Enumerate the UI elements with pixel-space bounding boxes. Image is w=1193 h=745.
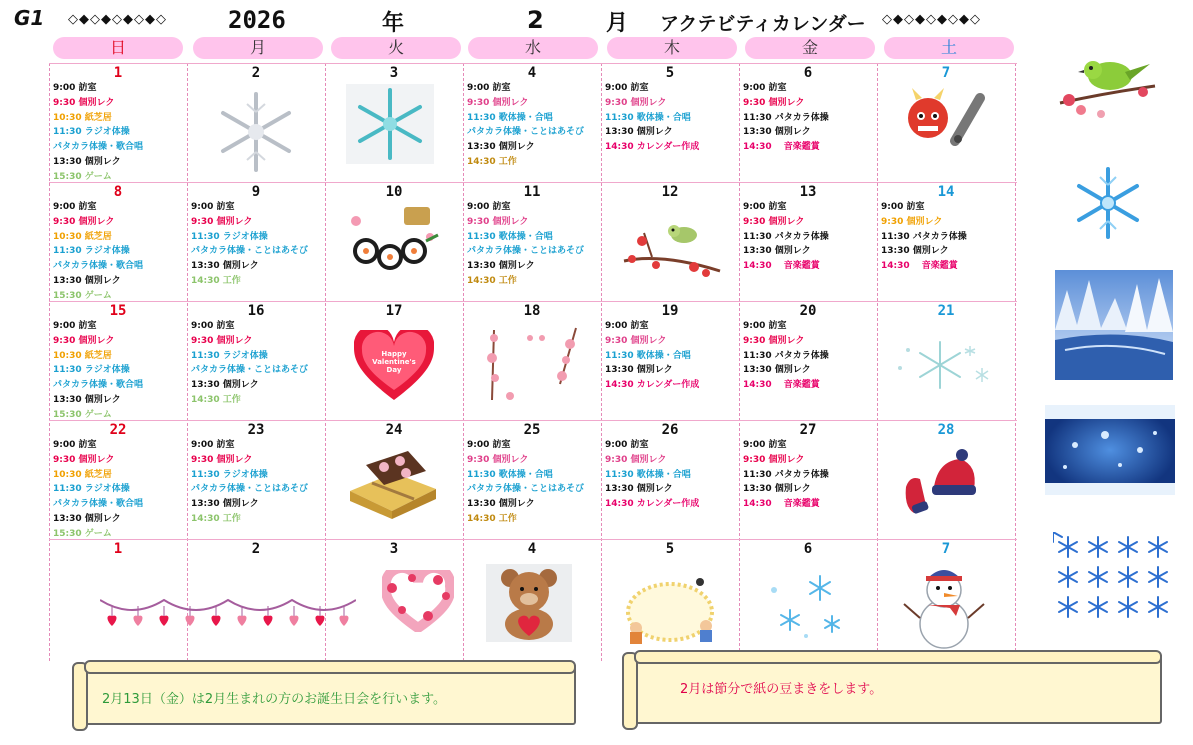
event-item: 13:30 個別レク [743, 246, 811, 257]
event-item: 13:30 個別レク [605, 365, 673, 376]
day-number: 24 [385, 422, 403, 438]
event-item: 11:30 ラジオ体操 [53, 246, 130, 257]
event-item: 9:30 個別レク [53, 335, 115, 346]
event-item: 13:30 個別レク [191, 261, 259, 272]
event-item: 9:00 訪室 [605, 440, 649, 450]
day-cell [740, 64, 876, 182]
event-item: 9:00 訪室 [743, 83, 787, 93]
event-item: 13:30 個別レク [743, 127, 811, 138]
day-number: 8 [113, 184, 123, 200]
day-cell [326, 64, 462, 182]
event-item: 14:30 音楽鑑賞 [881, 261, 958, 272]
event-item: 13:30 個別レク [191, 380, 259, 391]
event-item: 9:00 訪室 [743, 440, 787, 450]
day-number: 2 [251, 65, 261, 81]
event-item: 9:30 個別レク [605, 335, 667, 346]
day-number: 6 [803, 541, 813, 557]
day-cell [740, 421, 876, 539]
event-item: 11:30 歌体操・合唱 [605, 112, 691, 123]
day-cell [50, 421, 186, 539]
event-item: 11:30 歌体操・合唱 [467, 231, 553, 242]
day-cell [188, 183, 324, 301]
day-cell [878, 302, 1014, 420]
event-item: 13:30 個別レク [53, 275, 121, 286]
event-list [743, 200, 874, 274]
birthday-notice-text: 2月13日（金）は2月生まれの方のお誕生日会を行います。 [102, 692, 447, 707]
event-list [467, 438, 598, 527]
weekday-wednesday: 水 [468, 37, 598, 59]
event-item: 9:00 訪室 [53, 202, 97, 212]
event-list [881, 200, 1012, 274]
day-number: 28 [937, 422, 955, 438]
event-item: 13:30 個別レク [467, 142, 535, 153]
event-item: 9:00 訪室 [191, 440, 235, 450]
day-number: 12 [661, 184, 679, 200]
snow-crystals-icon [890, 332, 1000, 406]
day-cell [740, 302, 876, 420]
day-cell [50, 64, 186, 182]
day-cell [188, 302, 324, 420]
header-month-unit: 月 [606, 11, 629, 36]
day-cell [602, 540, 738, 658]
event-item: 11:30 ラジオ体操 [191, 231, 268, 242]
event-item: 9:30 個別レク [605, 97, 667, 108]
day-cell [50, 183, 186, 301]
day-number: 27 [799, 422, 817, 438]
event-list [53, 438, 184, 542]
weekday-monday: 月 [193, 37, 323, 59]
event-item: 14:30 カレンダー作成 [605, 142, 700, 153]
event-item: 9:00 訪室 [881, 202, 925, 212]
day-cell [326, 183, 462, 301]
snowman-icon [902, 558, 986, 654]
event-item: 11:30 パタカラ体操 [743, 231, 829, 242]
weekday-tuesday: 火 [331, 37, 461, 59]
day-cell [326, 302, 462, 420]
day-number: 26 [661, 422, 679, 438]
day-number: 11 [523, 184, 541, 200]
winter-hat-mitten-icon [902, 447, 982, 523]
event-list [467, 81, 598, 170]
setsubun-notice-banner [626, 656, 1162, 724]
event-item: パタカラ体操・ことはあそび [191, 246, 309, 257]
frame-kids-icon [622, 574, 718, 650]
event-item: パタカラ体操・歌合唱 [53, 380, 144, 391]
event-item: 11:30 パタカラ体操 [743, 469, 829, 480]
day-cell [878, 183, 1014, 301]
day-cell [50, 302, 186, 420]
event-item: 9:30 個別レク [743, 216, 805, 227]
event-item: 14:30 工作 [467, 156, 517, 167]
group-label: G1 [14, 6, 45, 30]
plum-blossom-icon [480, 324, 580, 408]
event-item: 9:30 個別レク [881, 216, 943, 227]
day-number: 20 [799, 303, 817, 319]
event-item: 14:30 音楽鑑賞 [743, 142, 820, 153]
day-cell [602, 421, 738, 539]
event-item: 9:30 個別レク [53, 97, 115, 108]
day-cell [464, 540, 600, 658]
event-item: 9:00 訪室 [467, 440, 511, 450]
day-number: 1 [113, 541, 123, 557]
day-number: 9 [251, 184, 261, 200]
snowflakes-blue-icon [762, 570, 850, 646]
event-item: 11:30 歌体操・合唱 [605, 350, 691, 361]
winter-landscape-icon [1055, 270, 1173, 380]
event-item: 14:30 カレンダー作成 [605, 499, 700, 510]
teddy-bear-icon [486, 564, 572, 646]
event-item: パタカラ体操・歌合唱 [53, 261, 144, 272]
day-cell [464, 302, 600, 420]
day-number: 22 [109, 422, 127, 438]
day-number: 4 [527, 65, 537, 81]
event-item: パタカラ体操・ことはあそび [467, 127, 585, 138]
event-item: 15:30 ゲーム [53, 171, 112, 182]
event-list [605, 81, 736, 155]
event-item: パタカラ体操・ことはあそび [191, 365, 309, 376]
day-cell [878, 540, 1014, 658]
bird-plum-icon [1055, 48, 1160, 123]
snow-frame-icon [1045, 405, 1175, 495]
day-number: 7 [941, 65, 951, 81]
event-item: 9:30 個別レク [53, 216, 115, 227]
event-item: 11:30 ラジオ体操 [191, 350, 268, 361]
event-item: 9:00 訪室 [53, 440, 97, 450]
header-year-unit: 年 [382, 11, 405, 36]
day-cell [188, 421, 324, 539]
event-list [605, 319, 736, 393]
event-item: パタカラ体操・ことはあそび [191, 484, 309, 495]
event-item: 15:30 ゲーム [53, 409, 112, 420]
event-item: 14:30 カレンダー作成 [605, 380, 700, 391]
day-cell [326, 540, 462, 658]
event-item: 9:00 訪室 [53, 321, 97, 331]
day-cell [602, 183, 738, 301]
page-title: アクテビティカレンダー [660, 13, 866, 35]
event-item: 13:30 個別レク [467, 499, 535, 510]
event-item: 13:30 個別レク [743, 484, 811, 495]
day-cell [740, 183, 876, 301]
day-cell [602, 64, 738, 182]
event-item: 13:30 個別レク [467, 261, 535, 272]
event-item: 11:30 ラジオ体操 [53, 127, 130, 138]
valentine-text: Happy Valentine's Day [372, 350, 416, 374]
plum-bird-icon [622, 213, 722, 287]
event-list [53, 81, 184, 185]
day-number: 4 [527, 541, 537, 557]
event-item: 11:30 ラジオ体操 [53, 365, 130, 376]
day-cell [740, 540, 876, 658]
day-number: 18 [523, 303, 541, 319]
oni-demon-icon [900, 86, 990, 150]
event-item: 9:00 訪室 [743, 321, 787, 331]
event-item: 13:30 個別レク [53, 394, 121, 405]
event-item: 11:30 パタカラ体操 [743, 350, 829, 361]
event-list [743, 81, 874, 155]
header-year: 2026 [228, 6, 286, 34]
event-item: 9:30 個別レク [191, 335, 253, 346]
weekday-sunday: 日 [53, 37, 183, 59]
weekday-saturday: 土 [884, 37, 1014, 59]
event-item: 14:30 音楽鑑賞 [743, 380, 820, 391]
day-cell [188, 540, 324, 658]
day-number: 6 [803, 65, 813, 81]
valentine-heart-icon [354, 330, 434, 406]
event-list [53, 319, 184, 423]
event-item: 13:30 個別レク [53, 513, 121, 524]
day-cell [188, 64, 324, 182]
day-cell [878, 64, 1014, 182]
event-item: 13:30 個別レク [605, 484, 673, 495]
event-item: 9:00 訪室 [467, 83, 511, 93]
event-item: 10:30 紙芝居 [53, 469, 112, 480]
event-list [467, 200, 598, 289]
day-number: 3 [389, 65, 399, 81]
day-number: 17 [385, 303, 403, 319]
event-item: 15:30 ゲーム [53, 290, 112, 301]
event-item: 9:30 個別レク [467, 454, 529, 465]
ehomaki-icon [346, 201, 442, 281]
event-item: 11:30 パタカラ体操 [881, 231, 967, 242]
event-item: 9:30 個別レク [605, 454, 667, 465]
event-item: 9:30 個別レク [467, 216, 529, 227]
event-list [191, 438, 322, 527]
setsubun-notice-text: 2月は節分で紙の豆まきをします。 [680, 682, 883, 697]
event-item: 11:30 ラジオ体操 [53, 484, 130, 495]
snowflake-gray-icon [214, 90, 298, 178]
day-number: 7 [941, 541, 951, 557]
event-item: 10:30 紙芝居 [53, 112, 112, 123]
snowflake-pattern-icon [1053, 532, 1175, 622]
day-number: 2 [251, 541, 261, 557]
event-item: 14:30 工作 [467, 275, 517, 286]
event-item: 9:00 訪室 [467, 202, 511, 212]
event-item: 9:30 個別レク [467, 97, 529, 108]
day-number: 3 [389, 541, 399, 557]
event-item: 9:00 訪室 [605, 321, 649, 331]
event-item: 14:30 工作 [191, 513, 241, 524]
event-item: 9:00 訪室 [743, 202, 787, 212]
day-number: 5 [665, 541, 675, 557]
header-decoration-left: ◇◆◇◆◇◆◇◆◇ [68, 12, 167, 27]
day-cell [326, 421, 462, 539]
day-number: 23 [247, 422, 265, 438]
event-item: 11:30 歌体操・合唱 [467, 469, 553, 480]
day-cell [464, 183, 600, 301]
day-cell [878, 421, 1014, 539]
event-list [191, 200, 322, 289]
header-month: 2 [527, 6, 544, 34]
rose-heart-wreath-icon [382, 570, 454, 636]
event-item: 9:00 訪室 [53, 83, 97, 93]
event-item: パタカラ体操・ことはあそび [467, 246, 585, 257]
event-item: 11:30 歌体操・合唱 [605, 469, 691, 480]
day-number: 5 [665, 65, 675, 81]
day-number: 10 [385, 184, 403, 200]
event-item: 13:30 個別レク [191, 499, 259, 510]
event-item: 11:30 歌体操・合唱 [467, 112, 553, 123]
event-list [191, 319, 322, 408]
event-item: 14:30 工作 [467, 513, 517, 524]
day-number: 19 [661, 303, 679, 319]
event-item: 13:30 個別レク [881, 246, 949, 257]
event-item: 9:30 個別レク [743, 97, 805, 108]
event-item: 10:30 紙芝居 [53, 231, 112, 242]
event-list [53, 200, 184, 304]
event-item: パタカラ体操・歌合唱 [53, 142, 144, 153]
event-item: パタカラ体操・歌合唱 [53, 499, 144, 510]
day-cell [50, 540, 186, 658]
event-item: 11:30 パタカラ体操 [743, 112, 829, 123]
event-item: 9:30 個別レク [743, 335, 805, 346]
day-cell [602, 302, 738, 420]
event-item: パタカラ体操・ことはあそび [467, 484, 585, 495]
event-item: 10:30 紙芝居 [53, 350, 112, 361]
chocolate-box-icon [344, 445, 440, 525]
day-cell [464, 64, 600, 182]
event-item: 14:30 工作 [191, 394, 241, 405]
day-cell [464, 421, 600, 539]
event-item: 14:30 音楽鑑賞 [743, 499, 820, 510]
weekday-thursday: 木 [607, 37, 737, 59]
event-list [743, 319, 874, 393]
day-number: 1 [113, 65, 123, 81]
event-list [743, 438, 874, 512]
event-item: 13:30 個別レク [743, 365, 811, 376]
event-list [605, 438, 736, 512]
event-item: 13:30 個別レク [605, 127, 673, 138]
day-number: 25 [523, 422, 541, 438]
calendar-grid [49, 63, 1017, 661]
snowflake-teal-icon [346, 84, 434, 168]
event-item: 14:30 音楽鑑賞 [743, 261, 820, 272]
event-item: 9:00 訪室 [191, 321, 235, 331]
event-item: 15:30 ゲーム [53, 528, 112, 539]
event-item: 13:30 個別レク [53, 156, 121, 167]
event-item: 9:00 訪室 [191, 202, 235, 212]
day-number: 13 [799, 184, 817, 200]
header-decoration-right: ◇◆◇◆◇◆◇◆◇ [882, 12, 981, 27]
birthday-notice-banner [76, 666, 576, 725]
event-item: 9:30 個別レク [191, 216, 253, 227]
day-number: 16 [247, 303, 265, 319]
event-item: 14:30 工作 [191, 275, 241, 286]
weekday-friday: 金 [745, 37, 875, 59]
day-number: 14 [937, 184, 955, 200]
event-item: 9:30 個別レク [53, 454, 115, 465]
event-item: 9:30 個別レク [743, 454, 805, 465]
snowflake-icon [1070, 165, 1146, 241]
day-number: 21 [937, 303, 955, 319]
event-item: 9:00 訪室 [605, 83, 649, 93]
event-item: 9:30 個別レク [191, 454, 253, 465]
event-item: 11:30 ラジオ体操 [191, 469, 268, 480]
day-number: 15 [109, 303, 127, 319]
